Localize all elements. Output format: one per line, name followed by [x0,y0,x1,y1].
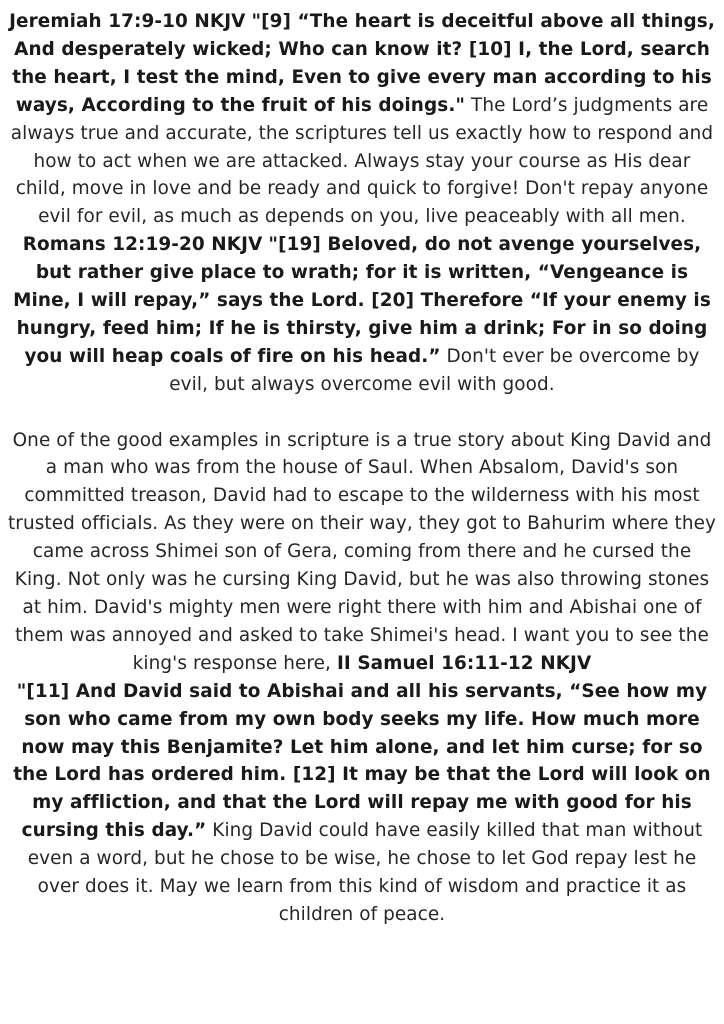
commentary-text: King David could have easily killed that man without even a word, but he chose to be wise, he chose to let God repay lest he over does it. May we learn from this kind of wisdom and practice it as children of peace. [27,820,703,925]
scripture-quote: "[19] Beloved, do not avenge yourselves, but rather give place to wrath; for it is written, “Vengeance is Mine, I will repay,” says the Lord. [20] Therefore “If your enemy is hungry, feed him; If he is thirsty, give him a drink; For in so doing you will heap coals of fire on his head.” [13,234,711,367]
narrative-text: One of the good examples in scripture is a true story about King David and a man who was from the house of Saul. When Absalom, David's son committed treason, David had to escape to the wilderness with his most trusted officials. As they were on their way, they got to Bahurim where they came across Shimei son of Gera, coming from there and he cursed the King. Not only was he cursing King David, but he was also throwing stones at him. David's mighty men were right there with him and Abishai one of them was annoyed and asked to take Shimei's head. I want you to see the king's response here, [8,429,716,674]
paragraph-spacer [8,399,716,427]
scripture-quote: "[11] And David said to Abishai and all his servants, “See how my son who came from my own body seeks my life. How much more now may this Benjamite? Let him alone, and let him curse; for so the Lord has ordered him. [12] It may be that the Lord will look on my affliction, and that the Lord will repay me with good for his cursing this day.” [13,680,711,842]
scripture-reference: Jeremiah 17:9-10 NKJV [9,11,246,32]
jeremiah-paragraph [8,8,716,231]
commentary-text: Don't ever be overcome by evil, but always overcome evil with good. [169,345,700,395]
commentary-text: The Lord’s judgments are always true and accurate, the scriptures tell us exactly how to respond and how to act when we are attacked. Always stay your course as His dear child, move in love and be ready and quick to forgive! Don't repay anyone evil for evil, as much as depends on you, live peaceably with all men. [10,94,714,228]
romans-paragraph [8,231,716,398]
scripture-reference: Romans 12:19-20 NKJV [22,234,263,256]
scripture-quote: "[9] “The heart is deceitful above all things, And desperately wicked; Who can know it? [10] I, the Lord, search the heart, I test the mind, Even to give every man according to his ways, According to the fruit of his doings." [12,11,715,116]
scripture-reference: II Samuel 16:11-12 NKJV [336,652,592,674]
king-david-paragraph [8,427,716,929]
